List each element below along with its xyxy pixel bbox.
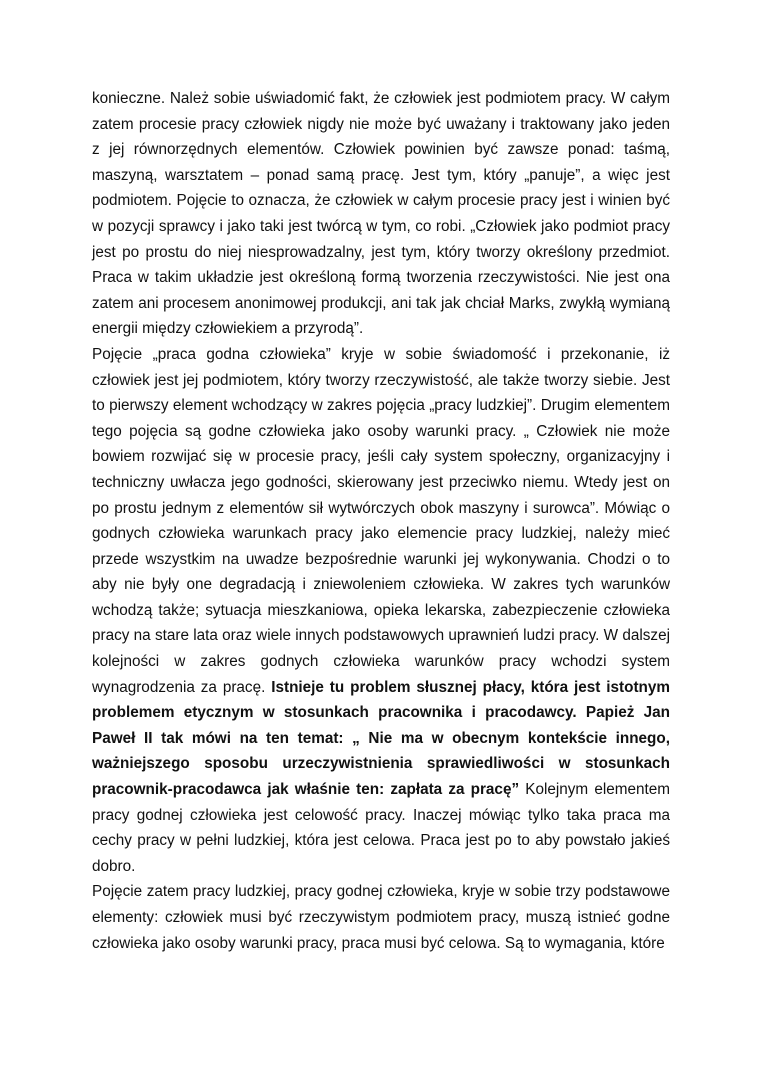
paragraph-2-bold-quote: Istnieje tu problem słusznej płacy, która jest istotnym problemem etycznym w stosunkach pracownika i pracodawcy. Papież Jan Paweł II tak mówi na ten temat: „ Nie ma w obecnym kontekście innego, ważniejszego sposobu urzeczywistnienia sprawiedliwości w stosunkach pracownik-pracodawca jak właśnie ten: zapłata za pracę” — [92, 678, 670, 799]
paragraph-2 — [92, 342, 670, 879]
paragraph-1-text: konieczne. Należ sobie uświadomić fakt, że człowiek jest podmiotem pracy. W całym zatem procesie pracy człowiek nigdy nie może być uważany i traktowany jako jeden z jej równorzędnych elementów. Człowiek powinien być zawsze ponad: taśmą, maszyną, warsztatem – ponad samą pracę. Jest tym, który „panuje”, a więc jest podmiotem. Pojęcie to oznacza, że człowiek w całym procesie pracy jest i winien być w pozycji sprawcy i jako taki jest twórcą w tym, co robi. „Człowiek jako podmiot pracy jest po prostu do niej niesprowadzalny, jest tym, który tworzy określony przedmiot. Praca w takim układzie jest określoną formą tworzenia rzeczywistości. Nie jest ona zatem ani procesem anonimowej produkcji, ani tak jak chciał Marks, zwykłą wymianą energii między człowiekiem a przyrodą”. — [92, 90, 670, 338]
paragraph-3-text: Pojęcie zatem pracy ludzkiej, pracy godnej człowieka, kryje w sobie trzy podstawowe elementy: człowiek musi być rzeczywistym podmiotem pracy, muszą istnieć godne człowieka jako osoby warunki pracy, praca musi być celowa. Są to wymagania, które — [92, 883, 670, 952]
body-text — [92, 86, 670, 956]
paragraph-1 — [92, 86, 670, 342]
paragraph-2-text: Pojęcie „praca godna człowieka” kryje w sobie świadomość i przekonanie, iż człowiek jest jej podmiotem, który tworzy rzeczywistość, ale także tworzy siebie. Jest to pierwszy element wchodzący w zakres pojęcia „pracy ludzkiej”. Drugim elementem tego pojęcia są godne człowieka jako osoby warunki pracy. „ Człowiek nie może bowiem rozwijać się w procesie pracy, jeśli cały system społeczny, organizacyjny i techniczny uwłacza jego godności, skierowany jest przeciwko niemu. Wtedy jest on po prostu jednym z elementów sił wytwórczych obok maszyny i surowca”. Mówiąc o godnych człowieka warunkach pracy jako elemencie pracy ludzkiej, należy mieć przede wszystkim na uwadze bezpośrednie warunki jej wykonywania. Chodzi o to aby nie były one degradacją i zniewoleniem człowieka. W zakres tych warunków wchodzą także; sytuacja mieszkaniowa, opieka lekarska, zabezpieczenie człowieka pracy na stare lata oraz wiele innych podstawowych uprawnień ludzi pracy. W dalszej kolejności w zakres godnych człowieka warunków pracy wchodzi system wynagrodzenia za pracę. — [92, 345, 670, 696]
paragraph-3 — [92, 879, 670, 956]
paragraph-2-text-end: Kolejnym elementem pracy godnej człowieka jest celowość pracy. Inaczej mówiąc tylko taka praca ma cechy pracy w pełni ludzkiej, która jest celowa. Praca jest po to aby powstało jakieś dobro. — [92, 781, 670, 875]
